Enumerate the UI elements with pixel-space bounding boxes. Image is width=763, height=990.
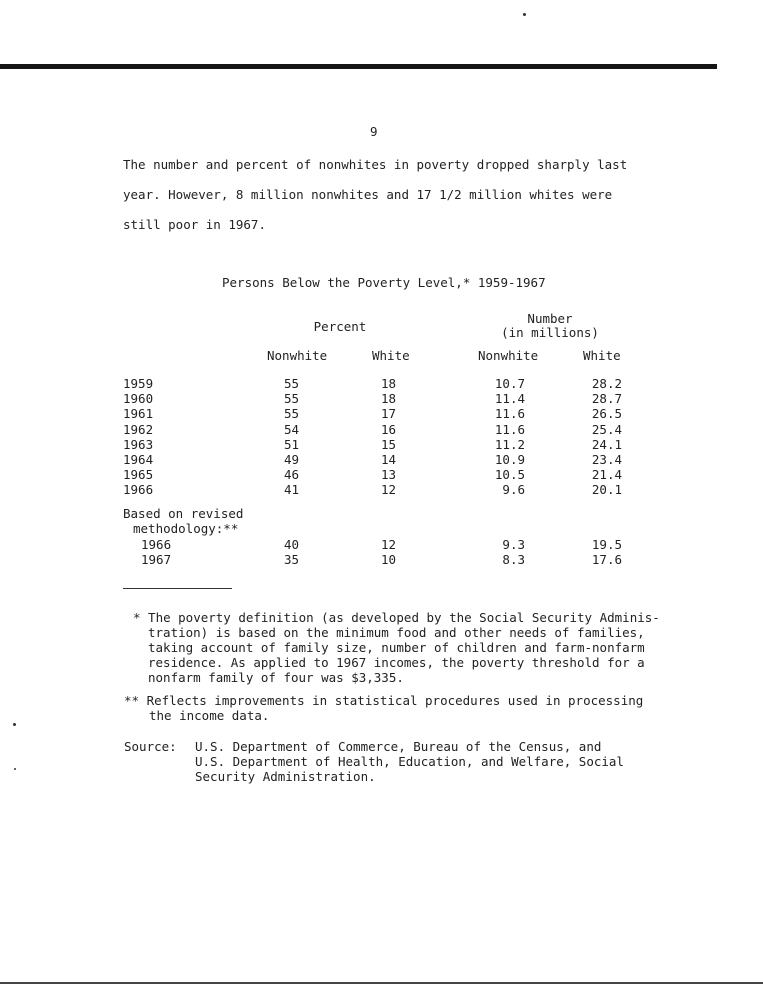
num-nonwhite-cell: 11.6	[494, 421, 525, 437]
num-white-column	[580, 376, 622, 498]
pct-nonwhite-cell: 51	[284, 436, 300, 452]
revised-year-cell: 1966	[141, 537, 172, 552]
pct-nonwhite-cell: 54	[284, 421, 300, 437]
year-cell: 1961	[123, 406, 154, 422]
pct-nonwhite-cell: 55	[284, 406, 300, 422]
num-white-cell: 24.1	[591, 436, 622, 452]
source-line: Security Administration.	[195, 769, 376, 784]
year-cell: 1963	[123, 436, 154, 452]
source-line: U.S. Department of Commerce, Bureau of the Census, and	[195, 739, 602, 754]
pct-white-cell: 18	[381, 391, 397, 407]
table-title: Persons Below the Poverty Level,* 1959-1967	[222, 275, 546, 290]
num-nonwhite-cell: 11.2	[494, 436, 525, 452]
pct-nonwhite-cell: 49	[284, 451, 300, 467]
revised-pct-nonwhite-cell: 35	[284, 552, 300, 567]
revised-pct-white-cell: 10	[381, 552, 397, 567]
footnote-separator	[123, 588, 232, 589]
footnote-line: tration) is based on the minimum food and other needs of families,	[148, 625, 645, 640]
pct-white-cell: 17	[381, 406, 397, 422]
num-nonwhite-cell: 10.5	[494, 467, 525, 483]
intro-line: year. However, 8 million nonwhites and 17 1/2 million whites were	[123, 187, 613, 202]
year-cell: 1965	[123, 467, 154, 483]
pct-nonwhite-cell: 41	[284, 482, 300, 498]
footnote-improvements	[124, 693, 643, 723]
intro-paragraph	[123, 150, 643, 240]
footnote-line: residence. As applied to 1967 incomes, the poverty threshold for a	[148, 655, 645, 670]
num-white-cell: 25.4	[591, 421, 622, 437]
header-num-nonwhite: Nonwhite	[478, 348, 539, 363]
year-cell: 1964	[123, 451, 154, 467]
revised-label-line1: Based on revised	[123, 506, 244, 521]
revised-year-cell: 1967	[141, 552, 172, 567]
scan-speck	[13, 723, 16, 726]
footnote-line: * The poverty definition (as developed by the Social Security Adminis-	[133, 610, 660, 625]
footnote-line: the income data.	[149, 708, 270, 723]
num-white-cell: 26.5	[591, 406, 622, 422]
footnote-line: nonfarm family of four was $3,335.	[148, 670, 404, 685]
revised-num-nonwhite-cell: 9.3	[502, 537, 525, 552]
num-white-cell: 28.2	[591, 376, 622, 391]
pct-white-column	[381, 376, 396, 498]
pct-white-cell: 12	[381, 482, 397, 498]
source-text	[195, 739, 624, 784]
footnote-line: taking account of family size, number of children and farm-nonfarm	[148, 640, 645, 655]
year-cell: 1966	[123, 482, 154, 498]
intro-line: still poor in 1967.	[123, 217, 266, 232]
header-number: Number	[527, 311, 573, 326]
intro-line: The number and percent of nonwhites in poverty dropped sharply last	[123, 157, 628, 172]
pct-white-cell: 14	[381, 451, 397, 467]
page-number: 9	[370, 124, 378, 139]
source-label: Source:	[124, 739, 177, 754]
num-white-cell: 23.4	[591, 451, 622, 467]
num-nonwhite-cell: 11.6	[494, 406, 525, 422]
num-white-cell: 28.7	[591, 391, 622, 407]
header-percent: Percent	[313, 319, 367, 334]
num-nonwhite-cell: 11.4	[494, 391, 525, 407]
pct-nonwhite-cell: 55	[284, 376, 300, 391]
year-cell: 1962	[123, 421, 154, 437]
footnote-line: ** Reflects improvements in statistical procedures used in processing	[124, 693, 644, 708]
revised-pct-white-cell: 12	[381, 537, 397, 552]
source-line: U.S. Department of Health, Education, and Welfare, Social	[195, 754, 624, 769]
bottom-rule	[0, 982, 763, 984]
num-nonwhite-column	[480, 376, 525, 498]
scan-speck	[14, 768, 16, 770]
num-nonwhite-cell: 10.9	[494, 451, 525, 467]
year-column	[123, 376, 153, 498]
num-nonwhite-cell: 9.6	[502, 482, 525, 498]
num-white-cell: 20.1	[591, 482, 622, 498]
pct-nonwhite-cell: 46	[284, 467, 300, 483]
pct-white-cell: 13	[381, 467, 397, 483]
header-in-millions: (in millions)	[501, 325, 599, 340]
pct-white-cell: 15	[381, 436, 397, 452]
revised-label-line2: methodology:**	[133, 521, 239, 536]
revised-num-white-cell: 19.5	[591, 537, 622, 552]
pct-nonwhite-cell: 55	[284, 391, 300, 407]
header-num-white: White	[583, 348, 621, 363]
scan-speck	[523, 13, 526, 16]
num-nonwhite-cell: 10.7	[494, 376, 525, 391]
top-rule	[0, 64, 717, 69]
revised-num-nonwhite-cell: 8.3	[502, 552, 525, 567]
pct-white-cell: 16	[381, 421, 397, 437]
header-pct-nonwhite: Nonwhite	[267, 348, 328, 363]
num-white-cell: 21.4	[591, 467, 622, 483]
pct-white-cell: 18	[381, 376, 397, 391]
year-cell: 1959	[123, 376, 154, 391]
footnote-poverty-definition	[133, 610, 660, 685]
year-cell: 1960	[123, 391, 154, 407]
revised-num-white-cell: 17.6	[591, 552, 622, 567]
header-pct-white: White	[372, 348, 410, 363]
revised-pct-nonwhite-cell: 40	[284, 537, 300, 552]
pct-nonwhite-column	[284, 376, 299, 498]
